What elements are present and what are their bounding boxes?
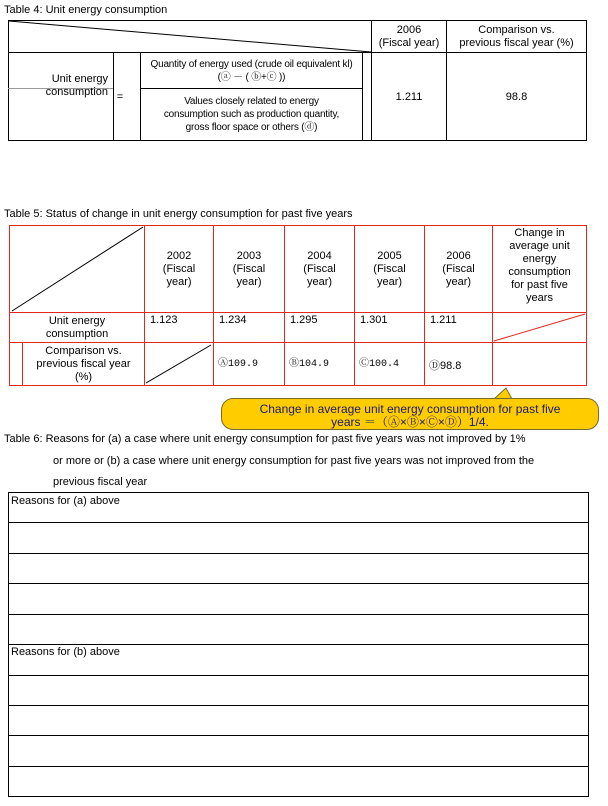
table5-header-diagonal [12,227,143,311]
table5-caption: Table 5: Status of change in unit energy consumption for past five years [4,208,353,220]
table5-row1-label: Unit energy consumption [45,314,109,340]
table5-year-2002: 2002 (Fiscal year) [162,249,196,288]
table5-row1-2006: 1.211 [430,314,457,326]
table5-change-diagonal [494,314,585,341]
table4-denominator: Values closely related to energy consumption such as production quantity, gross floor space or others (ⓓ) [163,96,340,133]
table5-row2-label: Comparison vs. previous fiscal year (%) [36,344,131,383]
change-formula-callout: Change in average unit energy consumption for past five years ＝（Ⓐ×Ⓑ×Ⓒ×Ⓓ）1/4. [221,398,599,430]
table6-caption-line3: previous fiscal year [53,476,148,488]
table4-row-label: Unit energy consumption [45,73,108,98]
table4-equals: = [116,90,124,103]
table4-diagonal [9,21,371,52]
reason-b-label: Reasons for (b) above [11,646,120,658]
table5-row2-2006: Ⓓ98.8 [429,359,462,372]
reason-a-label: Reasons for (a) above [11,495,120,507]
table6-caption-line1: Table 6: Reasons for (a) a case where unit energy consumption for past five years was not improved by 1% [4,433,526,445]
table5-year-2004: 2004 (Fiscal year) [303,249,336,288]
table5-change-header: Change in average unit energy consumption for past five years [508,227,571,304]
table5-row2-diagonal [146,345,211,383]
table4-caption: Table 4: Unit energy consumption [4,4,168,16]
table5-row1-2005: 1.301 [360,314,388,326]
table6-caption-line2: or more or (b) a case where unit energy consumption for past five years was not improved from the [53,455,535,467]
table4-numerator: Quantity of energy used (crude oil equivalent kl) (ⓐ － ( ⓑ+ⓒ )) [150,59,353,83]
table4-header-comparison: Comparison vs. previous fiscal year (%) [459,23,574,49]
table4-value: 1.211 [395,90,423,103]
table5-year-2005: 2005 (Fiscal year) [373,249,406,288]
table5-row2-2004: Ⓑ104.9 [289,358,330,370]
table5-row1-2004: 1.295 [290,314,318,326]
table5-row1-2002: 1.123 [150,314,178,326]
table5-row2-2005: Ⓒ100.4 [359,358,400,370]
table5-row1-2003: 1.234 [219,314,247,326]
table5-year-2006: 2006 (Fiscal year) [442,249,475,288]
table5-year-2003: 2003 (Fiscal year) [232,249,266,288]
table4-header-year: 2006 (Fiscal year) [378,23,440,49]
table5-row2-2003: Ⓐ109.9 [218,358,259,370]
table4-comparison: 98.8 [505,90,528,103]
